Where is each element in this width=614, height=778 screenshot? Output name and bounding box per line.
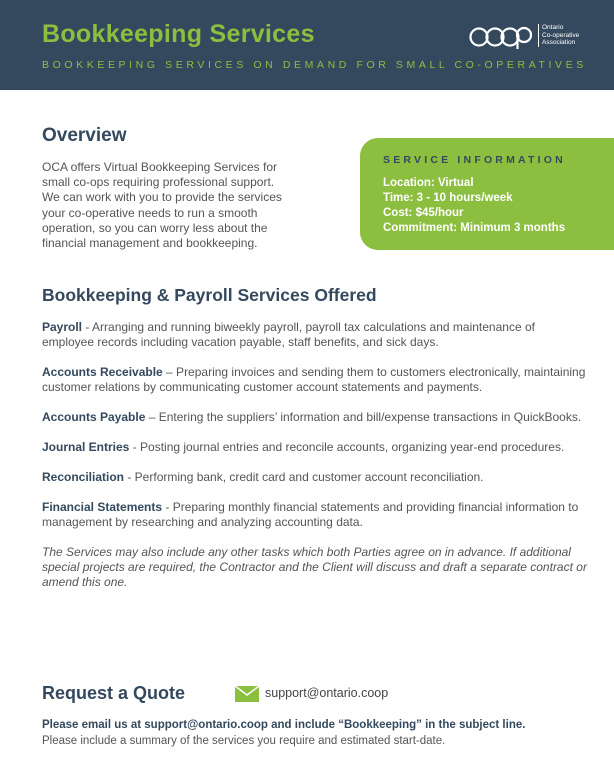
- overview-line: operation, so you can worry less about the: [42, 220, 268, 235]
- service-info-heading: SERVICE INFORMATION: [383, 154, 566, 166]
- service-name: Accounts Payable: [42, 410, 146, 424]
- overview-line: OCA offers Virtual Bookkeeping Services for: [42, 160, 278, 174]
- overview-text: [42, 160, 322, 251]
- service-description: - Arranging and running biweekly payroll, payroll tax calculations and maintenance of employee records including vacation payable, staff benefits, and sick days.: [42, 320, 535, 349]
- service-description: – Preparing invoices and sending them to customers electronically, maintaining customer relations by communicating customer account statements and payments.: [42, 365, 586, 394]
- service-item-payroll: [42, 320, 587, 350]
- service-info-location: Location: Virtual: [383, 177, 474, 189]
- logo-line: Ontario: [542, 24, 564, 31]
- quote-instruction: Please email us at support@ontario.coop and include “Bookkeeping” in the subject line.: [42, 719, 526, 731]
- service-description: - Performing bank, credit card and customer account reconciliation.: [124, 470, 484, 484]
- services-heading: Bookkeeping & Payroll Services Offered: [42, 285, 377, 305]
- service-name: Financial Statements: [42, 500, 163, 514]
- overview-line: your co-operative needs to run a smooth: [42, 205, 258, 220]
- service-name: Reconciliation: [42, 470, 125, 484]
- envelope-icon: [235, 686, 259, 702]
- logo-line: Co-operative: [542, 31, 580, 39]
- logo-org-name: [538, 24, 579, 47]
- service-item-financial-statements: [42, 500, 587, 530]
- services-note: The Services may also include any other tasks which both Parties agree on in advance. If additional special projects are required, the Contractor and the Client will discuss and draft a separate contract or amend this one.: [42, 545, 587, 589]
- header-banner: [0, 0, 614, 90]
- service-item-journal-entries: [42, 440, 587, 455]
- oca-logo: [468, 22, 588, 52]
- service-description: – Entering the suppliers’ information and bill/expense transactions in QuickBooks.: [145, 410, 582, 424]
- quote-summary-instruction: Please include a summary of the services you require and estimated start-date.: [42, 735, 446, 747]
- page-subtitle: BOOKKEEPING SERVICES ON DEMAND FOR SMALL CO-OPERATIVES: [42, 59, 587, 71]
- request-quote-heading: Request a Quote: [42, 683, 186, 703]
- overview-line: small co-ops requiring professional support.: [42, 175, 275, 190]
- services-list: [42, 320, 587, 590]
- service-description: - Posting journal entries and reconcile accounts, organizing year-end procedures.: [129, 440, 565, 454]
- service-name: Journal Entries: [42, 440, 130, 454]
- service-information-box: [360, 138, 614, 250]
- overview-heading: Overview: [42, 125, 127, 146]
- overview-line: We can work with you to provide the services: [42, 190, 282, 205]
- service-info-details: [383, 176, 565, 236]
- logo-line: Association: [542, 39, 576, 46]
- service-item-accounts-receivable: [42, 365, 587, 395]
- service-name: Payroll: [42, 320, 83, 334]
- service-name: Accounts Receivable: [42, 365, 163, 379]
- service-item-reconciliation: [42, 470, 587, 485]
- overview-line: financial management and bookkeeping.: [42, 236, 258, 251]
- support-email-link[interactable]: support@ontario.coop: [265, 686, 389, 700]
- service-info-time: Time: 3 - 10 hours/week: [383, 192, 513, 204]
- service-description: - Preparing monthly financial statements and providing financial information to management by researching and analyzing accounting data.: [42, 500, 579, 529]
- service-item-accounts-payable: [42, 410, 587, 425]
- service-info-cost: Cost: $45/hour: [383, 207, 464, 219]
- service-info-commitment: Commitment: Minimum 3 months: [383, 222, 566, 234]
- page-title: Bookkeeping Services: [42, 20, 315, 48]
- coop-logo-icon: [468, 24, 534, 50]
